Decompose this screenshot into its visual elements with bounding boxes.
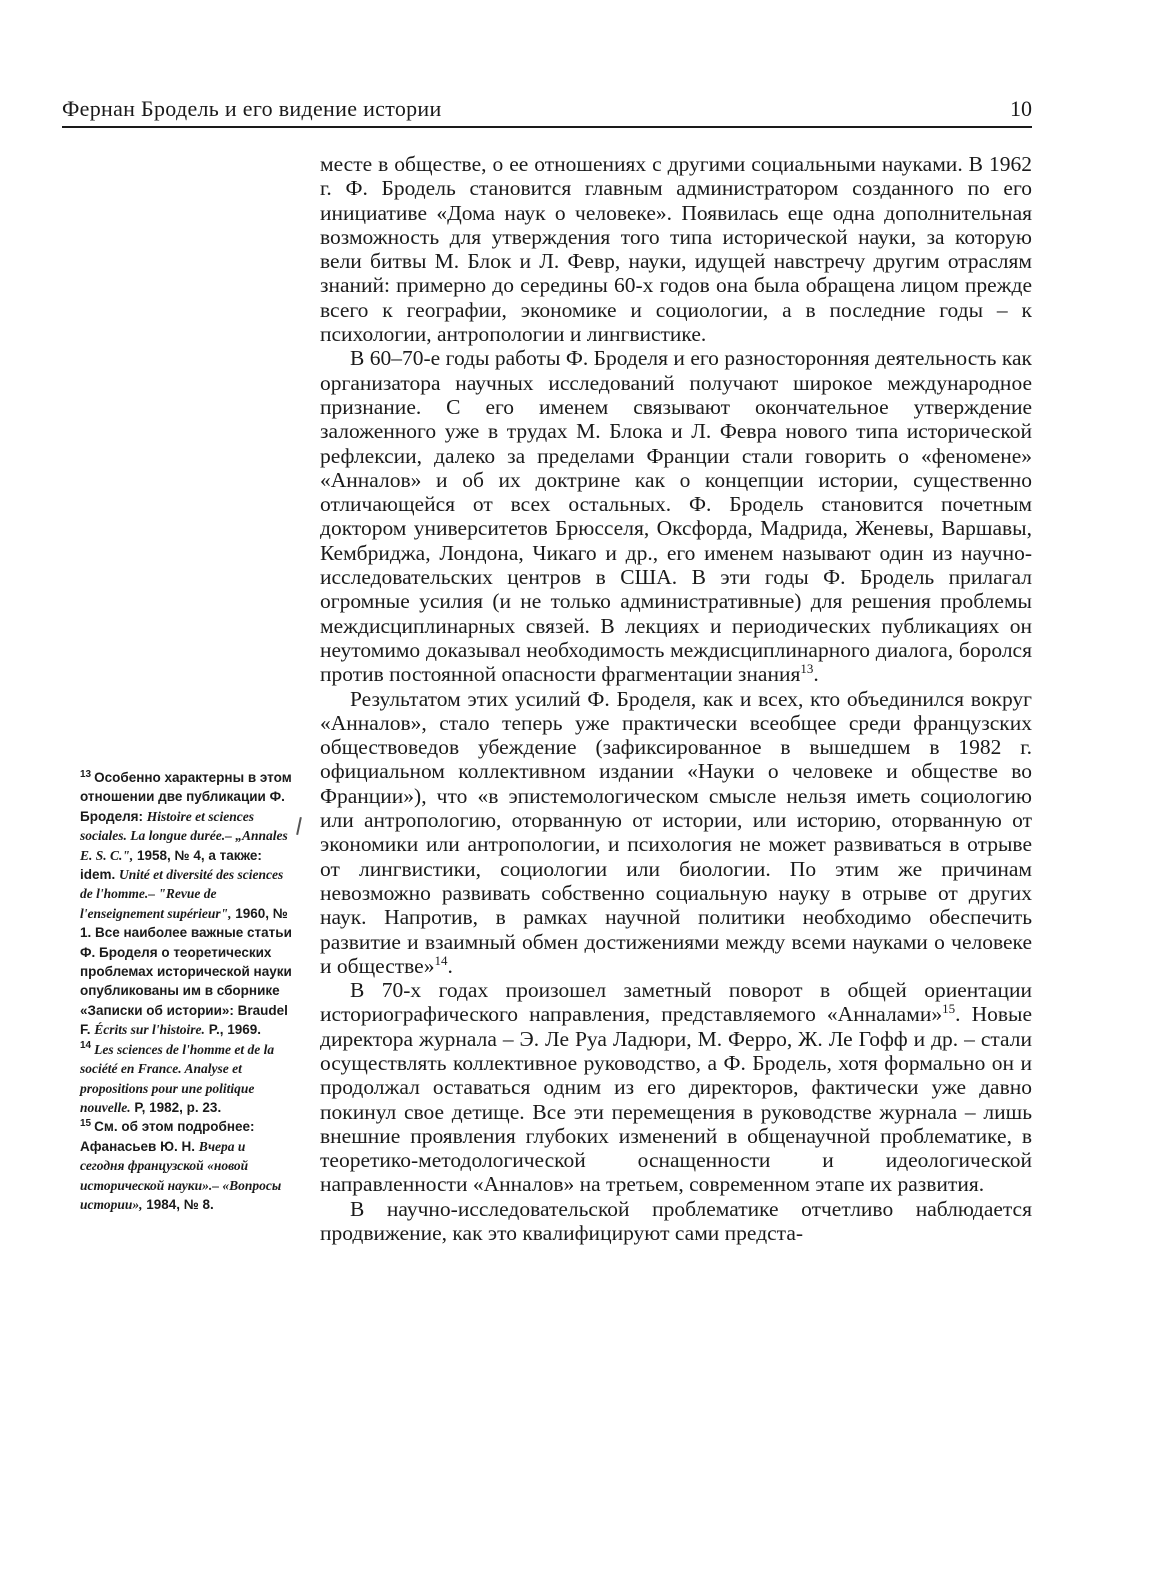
footnote-title: Histoire et sciences sociales. La longue durée.– „Annales E. S. C.", <box>80 808 288 863</box>
paragraph-5 <box>320 1197 1032 1246</box>
footnotes-column <box>80 768 292 1214</box>
page-number: 10 <box>1010 96 1032 121</box>
running-header <box>62 96 1032 128</box>
margin-mark <box>296 817 302 835</box>
paragraph-3: Результатом этих усилий Ф. Броделя, как и всех, кто объединился вокруг «Анналов», стало теперь уже практически всеобщее среди французских обществоведов убеждение (зафиксированное в вышедшем в 1982 г. официальном коллективном издании «Науки о человеке и обществе во Франции»), что «в эпистемологическом смысле нельзя иметь социологию или антропологию, оторванную от истории, или историю, оторванную от экономики или антропологии, и психология не может развиваться в отрыве от лингвистики, социологии или биологии. По этим же причинам невозможно развивать собственно социальную науку в отрыве от других наук. Напротив, в рамках научной политики необходимо обеспечить развитие и взаимный обмен достижениями между всеми науками о человеке и обществе»$^{14}$. <box>320 686 1032 978</box>
footnote-text: 1984, № 8. <box>142 1196 214 1212</box>
footnote-ref-15[interactable]: 15 <box>942 1001 956 1017</box>
footnote-ref-14[interactable]: 14 <box>434 952 448 968</box>
footnote-number: 15 <box>80 1117 92 1129</box>
footnote-text: 1958, № 4, а также: idem. <box>80 847 262 883</box>
paragraph-1-text: месте в обществе, о ее отношениях с другими социальными науками. В 1962 г. Ф. Бродель становится главным администратором созданного по его инициативе «Дома наук о человеке». Появилась еще одна дополнительная возможность для утверждения того типа исторической науки, за которую вели битвы М. Блок и Л. Февр, науки, идущей навстречу другим отраслям знаний: примерно до середины 60-х годов она была обращена лицом прежде всего к географии, экономике и социологии, а в последние годы – к психологии, антропологии и лингвистике. <box>320 152 1032 347</box>
footnote-text: 1960, № 1. Все наиболее важные статьи Ф. Броделя о теоретических проблемах исторической науки опубликованы им в сборнике «Записки об истории»: Braudel F. <box>80 905 292 1038</box>
footnote-title: Unité et diversité des sciences de l'homme.– "Revue de l'enseignement supérieur", <box>80 867 284 921</box>
paragraph-4-text-cont: . Новые директора журнала – Э. Ле Руа Ладюри, М. Ферро, Ж. Ле Гофф и др. – стали осуществлять коллективное руководство, а Ф. Бродель, хотя формально он и продолжал оставаться одним из его директоров, фактически уже давно покинул свое детище. Все эти перемещения в руководстве журнала – лишь внешние проявления глубоких изменений в общенаучной проблематике, в теоретико-методологической оснащенности и идеологической направленности «Анналов» на третьем, современном этапе их развития. <box>320 1002 1032 1197</box>
footnote-text: P, 1982, p. 23. <box>130 1099 222 1115</box>
running-title: Фернан Бродель и его видение истории <box>62 96 442 121</box>
footnote-number: 14 <box>80 1040 92 1052</box>
paragraph-4-text: В 70-х годах произошел заметный поворот в общей ориентации историографического направления, представляемого «Анналами» <box>320 978 1032 1027</box>
footnote-text: P., 1969. <box>204 1022 261 1038</box>
footnote-number: 13 <box>80 768 92 780</box>
footnote-14 <box>80 1040 292 1118</box>
main-text-column <box>320 152 1032 1245</box>
footnote-text: Особенно характерны в этом отношении две публикации Ф. Броделя: <box>80 770 292 824</box>
footnote-15 <box>80 1117 292 1214</box>
footnote-title: Les sciences de l'homme et de la société en France. Analyse et propositions pour une politique nouvelle. <box>80 1041 275 1115</box>
paragraph-2-text: В 60–70-е годы работы Ф. Броделя и его разносторонняя деятельность как организатора научных исследований получают широкое международное признание. С его именем связывают окончательное утверждение заложенного уже в трудах М. Блока и Л. Февра нового типа исторической рефлексии, далеко за пределами Франции стали говорить о «феномене» «Анналов» и об их доктрине как о концепции истории, существенно отличающейся от всех остальных. Ф. Бродель становится почетным доктором университетов Брюсселя, Оксфорда, Мадрида, Женевы, Варшавы, Кембриджа, Лондона, Чикаго и др., его именем называют один из научно-исследовательских центров в США. В эти годы Ф. Бродель прилагал огромные усилия (и не только административные) для решения проблемы междисциплинарных связей. В лекциях и периодических публикациях он неутомимо доказывал необходимость междисциплинарного диалога, боролся против постоянной опасности фрагментации знания <box>320 346 1032 687</box>
footnote-13 <box>80 768 292 1040</box>
footnote-ref-13[interactable]: 13 <box>800 661 814 677</box>
footnote-title: Вчера и сегодня французской «новой исторической науки».– «Вопросы истории», <box>80 1138 282 1212</box>
footnote-text: См. об этом подробнее: Афанасьев Ю. Н. <box>80 1119 255 1154</box>
paragraph-2: В 60–70-е годы работы Ф. Броделя и его разносторонняя деятельность как организатора научных исследований получают широкое международное признание. С его именем связывают окончательное утверждение заложенного уже в трудах М. Блока и Л. Февра нового типа исторической рефлексии, далеко за пределами Франции стали говорить о «феномене» «Анналов» и об их доктрине как о концепции истории, существенно отличающейся от всех остальных. Ф. Бродель становится почетным доктором университетов Брюсселя, Оксфорда, Мадрида, Женевы, Варшавы, Кембриджа, Лондона, Чикаго и др., его именем называют один из научно-исследовательских центров в США. В эти годы Ф. Бродель прилагал огромные усилия (и не только административные) для решения проблемы междисциплинарных связей. В лекциях и периодических публикациях он неутомимо доказывал необходимость междисциплинарного диалога, боролся против постоянной опасности фрагментации знания$^{13}$. <box>320 346 1032 687</box>
paragraph-1 <box>320 152 1032 346</box>
paragraph-4 <box>320 978 1032 1197</box>
footnote-title: Écrits sur l'histoire. <box>94 1022 205 1038</box>
paragraph-3-text: Результатом этих усилий Ф. Броделя, как и всех, кто объединился вокруг «Анналов», стало теперь уже практически всеобщее среди французских обществоведов убеждение (зафиксированное в вышедшем в 1982 г. официальном коллективном издании «Науки о человеке и обществе во Франции»), что «в эпистемологическом смысле нельзя иметь социологию или антропологию, оторванную от истории, или историю, оторванную от экономики или антропологии, и психология не может развиваться в отрыве от лингвистики, социологии или биологии. По этим же причинам невозможно развивать собственно социальную науку в отрыве от других наук. Напротив, в рамках научной политики необходимо обеспечить развитие и взаимный обмен достижениями между всеми науками о человеке и обществе» <box>320 686 1032 978</box>
paragraph-5-text: В научно-исследовательской проблематике отчетливо наблюдается продвижение, как это квалифицируют сами предста- <box>320 1196 1032 1246</box>
